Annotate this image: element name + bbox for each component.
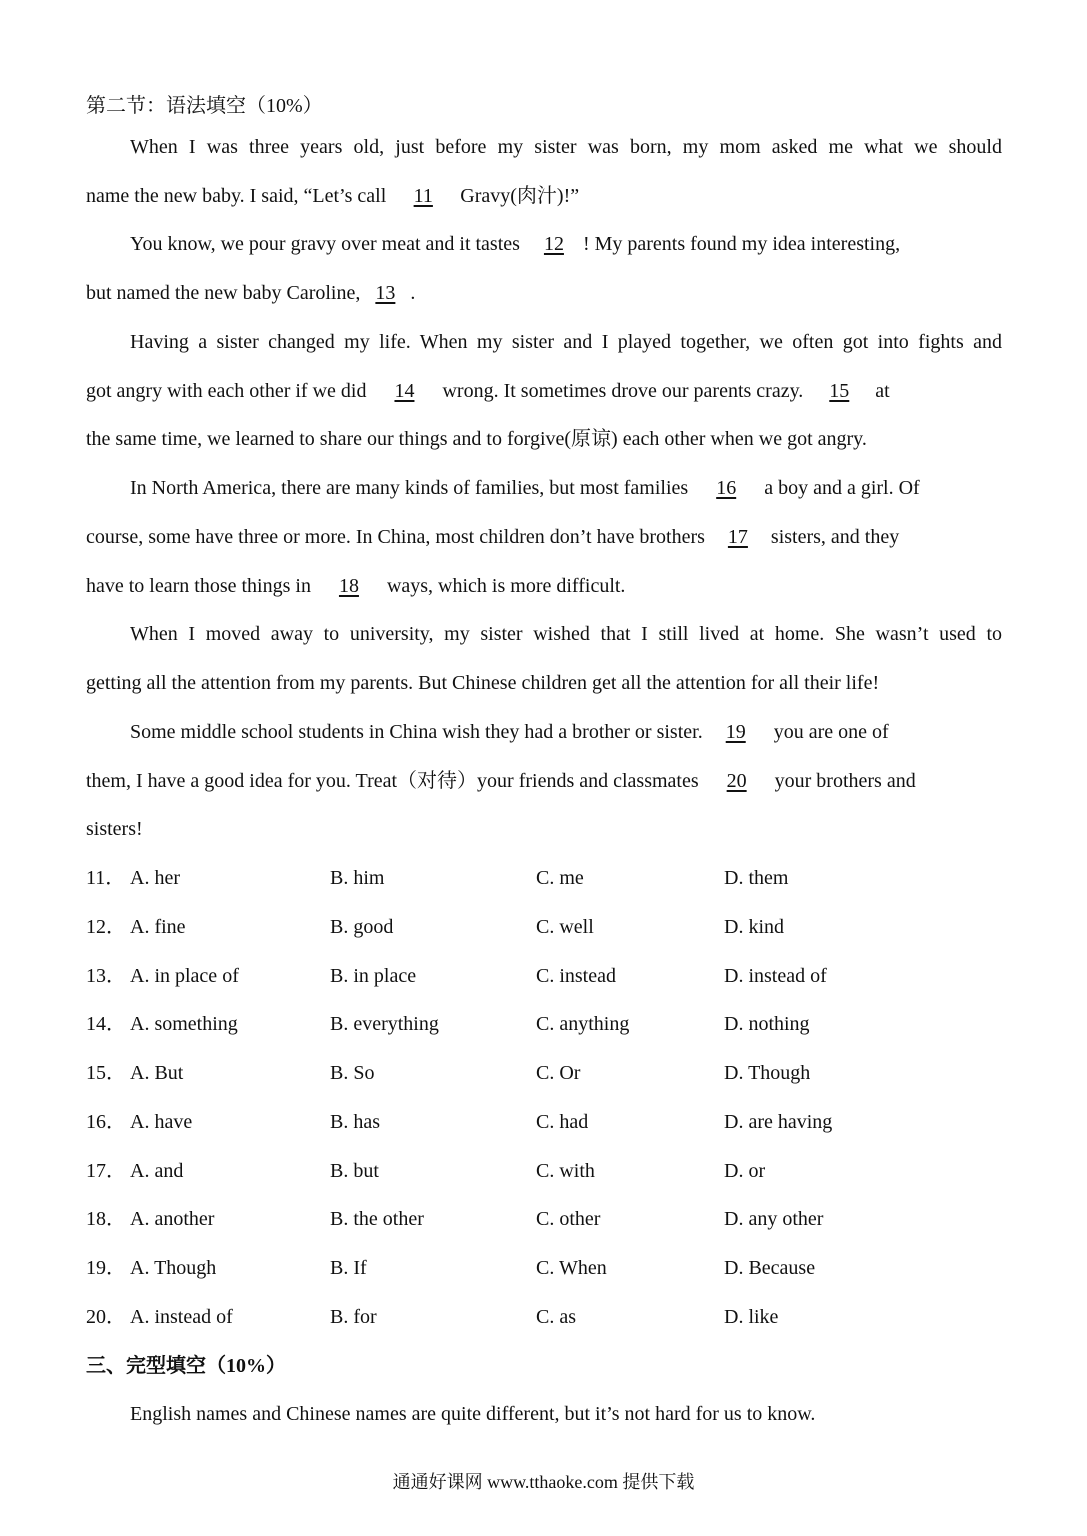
option-b: B. him (330, 867, 385, 889)
question-number: 16． (86, 1111, 126, 1133)
section-2-title: 第二节：语法填空（10%） (86, 95, 323, 117)
page-footer: 通通好课网 www.tthaoke.com 提供下载 (392, 1472, 695, 1492)
blank-17: 17 (727, 526, 748, 548)
option-b: B. So (330, 1062, 375, 1084)
passage-line: the same time, we learned to share our things and to forgive(原谅) each other when we got angry. (86, 428, 867, 450)
passage-line: When I moved away to university, my sister wished that I still lived at home. She wasn’t used to (130, 623, 1002, 645)
question-number: 20． (86, 1306, 126, 1328)
passage-line: course, some have three or more. In China, most children don’t have brothers 17 sisters, and they (86, 523, 1002, 551)
question-row (86, 864, 1002, 892)
option-d: D. Because (724, 1257, 816, 1279)
passage-line: Having a sister changed my life. When my sister and I played together, we often got into fights and (130, 331, 1002, 353)
option-a: A. something (130, 1013, 238, 1035)
blank-19: 19 (725, 721, 746, 743)
option-c: C. instead (536, 965, 616, 987)
option-a: A. instead of (130, 1306, 233, 1328)
option-b: B. good (330, 916, 394, 938)
question-row (86, 1303, 1002, 1331)
question-number: 15． (86, 1062, 126, 1084)
passage-line: Some middle school students in China wish they had a brother or sister. 19 you are one of (130, 718, 1002, 746)
passage-line: When I was three years old, just before my sister was born, my mom asked me what we should (130, 136, 1002, 158)
question-number: 11． (86, 867, 126, 889)
question-row (86, 962, 1002, 990)
question-number: 13． (86, 965, 126, 987)
option-b: B. in place (330, 965, 417, 987)
option-b: B. everything (330, 1013, 439, 1035)
blank-20: 20 (726, 770, 747, 792)
section-3-title: 三、完型填空（10%） (86, 1355, 286, 1377)
passage-line: sisters! (86, 818, 143, 840)
section-3-intro: English names and Chinese names are quite different, but it’s not hard for us to know. (130, 1403, 816, 1425)
question-row (86, 1010, 1002, 1038)
option-d: D. them (724, 867, 789, 889)
question-number: 19． (86, 1257, 126, 1279)
option-d: D. any other (724, 1208, 824, 1230)
question-row (86, 1157, 1002, 1185)
option-a: A. But (130, 1062, 184, 1084)
blank-18: 18 (338, 575, 359, 597)
option-d: D. are having (724, 1111, 833, 1133)
option-a: A. have (130, 1111, 193, 1133)
blank-12: 12 (543, 233, 564, 255)
option-a: A. in place of (130, 965, 239, 987)
passage-line: In North America, there are many kinds of families, but most families 16 a boy and a girl. Of (130, 474, 1002, 502)
option-d: D. Though (724, 1062, 811, 1084)
option-c: C. with (536, 1160, 595, 1182)
question-row (86, 1108, 1002, 1136)
option-c: C. had (536, 1111, 589, 1133)
question-number: 12． (86, 916, 126, 938)
blank-16: 16 (716, 477, 737, 499)
option-c: C. Or (536, 1062, 581, 1084)
option-d: D. like (724, 1306, 779, 1328)
option-a: A. Though (130, 1257, 217, 1279)
blank-11: 11 (413, 185, 433, 207)
question-row (86, 1205, 1002, 1233)
option-c: C. anything (536, 1013, 630, 1035)
option-c: C. well (536, 916, 594, 938)
option-c: C. me (536, 867, 584, 889)
question-row (86, 1254, 1002, 1282)
option-b: B. If (330, 1257, 367, 1279)
blank-15: 15 (829, 380, 850, 402)
option-b: B. for (330, 1306, 377, 1328)
question-number: 17． (86, 1160, 126, 1182)
passage-line: name the new baby. I said, “Let’s call 11 Gravy(肉汁)!” (86, 182, 1002, 210)
passage-line: You know, we pour gravy over meat and it tastes 12 ! My parents found my idea interesting, (130, 230, 1002, 258)
option-c: C. When (536, 1257, 607, 1279)
option-d: D. instead of (724, 965, 827, 987)
option-d: D. kind (724, 916, 784, 938)
option-c: C. as (536, 1306, 576, 1328)
option-a: A. fine (130, 916, 186, 938)
passage-line: got angry with each other if we did 14 wrong. It sometimes drove our parents crazy. 15 at (86, 377, 1002, 405)
option-b: B. has (330, 1111, 380, 1133)
passage-line: but named the new baby Caroline, 13 . (86, 279, 1002, 307)
option-a: A. and (130, 1160, 184, 1182)
question-number: 14． (86, 1013, 126, 1035)
passage-line: them, I have a good idea for you. Treat（对待）your friends and classmates 20 your brothers and (86, 767, 1002, 795)
option-a: A. another (130, 1208, 215, 1230)
blank-13: 13 (375, 282, 396, 304)
option-c: C. other (536, 1208, 601, 1230)
question-number: 18． (86, 1208, 126, 1230)
passage-line: have to learn those things in 18 ways, which is more difficult. (86, 572, 1002, 600)
option-b: B. but (330, 1160, 379, 1182)
blank-14: 14 (394, 380, 415, 402)
question-row (86, 913, 1002, 941)
question-row (86, 1059, 1002, 1087)
option-d: D. or (724, 1160, 766, 1182)
option-a: A. her (130, 867, 180, 889)
option-b: B. the other (330, 1208, 424, 1230)
passage-line: getting all the attention from my parents. But Chinese children get all the attention for all their life! (86, 672, 880, 694)
option-d: D. nothing (724, 1013, 810, 1035)
